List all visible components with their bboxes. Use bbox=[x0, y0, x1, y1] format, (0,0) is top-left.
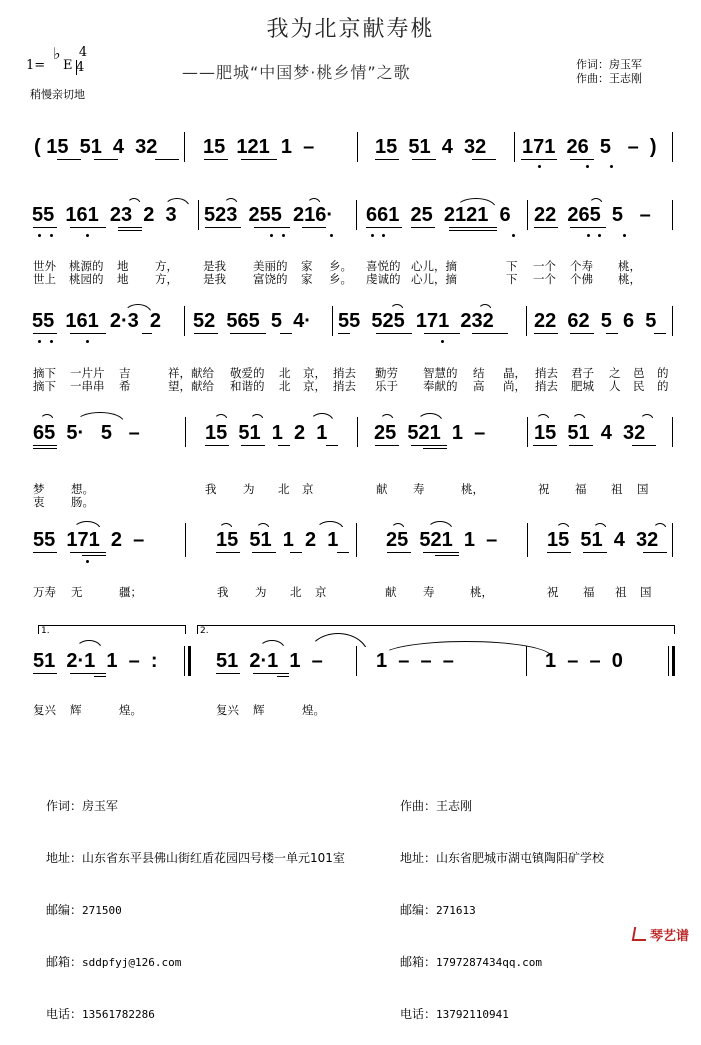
underline bbox=[472, 159, 496, 160]
low-octave-dot bbox=[86, 560, 89, 563]
measure-3: 661 25 2121 6 bbox=[366, 204, 511, 226]
measure-2: 523 255 216· bbox=[204, 204, 333, 226]
slur bbox=[76, 412, 124, 422]
measure-1: 65 5· 5 – bbox=[33, 422, 140, 444]
lyrics-verse-1: 万寿 无 疆； 我 为 北 京 献 寿 桃， 祝 福 祖 国 bbox=[33, 585, 652, 599]
lyricist-name: 作词：房玉军 bbox=[46, 799, 119, 813]
barline bbox=[332, 306, 333, 336]
time-bottom: 4 bbox=[76, 60, 85, 75]
low-octave-dot bbox=[538, 165, 541, 168]
low-octave-dot bbox=[282, 234, 285, 237]
underline bbox=[423, 552, 459, 553]
underline bbox=[33, 445, 57, 446]
underline bbox=[241, 159, 277, 160]
measure-2: 51 2·1 1 – bbox=[216, 650, 323, 672]
final-barline bbox=[672, 646, 675, 676]
lyricist-postcode: 邮编：271500 bbox=[46, 903, 122, 917]
low-octave-dot bbox=[610, 165, 613, 168]
low-octave-dot bbox=[371, 234, 374, 237]
underline bbox=[412, 159, 436, 160]
score-line-2 bbox=[0, 192, 701, 286]
lyrics-verse-1: 摘下 一片片 吉 祥，献给 敬爱的 北 京， 捎去 勤劳 智慧的 结 晶， 捎去 君子 之 邑 的 bbox=[33, 366, 669, 380]
composer-phone: 电话：13792110941 bbox=[400, 1007, 509, 1021]
underline bbox=[583, 552, 607, 553]
slur bbox=[259, 640, 285, 649]
underline bbox=[118, 230, 142, 231]
underline bbox=[33, 673, 57, 674]
underline bbox=[216, 673, 240, 674]
slur bbox=[572, 414, 586, 421]
header-credits bbox=[576, 58, 642, 86]
measure-2: 15 51 1 2 1 bbox=[205, 422, 328, 444]
barline bbox=[514, 132, 515, 162]
slur bbox=[536, 414, 550, 421]
barline bbox=[526, 646, 527, 676]
barline bbox=[672, 306, 673, 336]
measure-3: 25 521 1 – bbox=[374, 422, 486, 444]
composer-email: 邮箱：1797287434qq.com bbox=[400, 955, 542, 969]
barline bbox=[672, 417, 673, 447]
barline bbox=[526, 306, 527, 336]
lyricist-credit: 作词：房玉军 bbox=[576, 58, 642, 71]
barline bbox=[527, 200, 528, 230]
measure-3: 55 525 171 232 bbox=[338, 310, 494, 332]
barline bbox=[357, 132, 358, 162]
score-line-1 bbox=[0, 128, 701, 178]
subtitle: ——肥城“中国梦·桃乡情”之歌 bbox=[182, 63, 411, 82]
lyricist-email: 邮箱：sddpfyj@126.com bbox=[46, 955, 182, 969]
slur bbox=[310, 413, 334, 422]
underline bbox=[252, 552, 276, 553]
first-ending-bracket: 1. bbox=[38, 625, 186, 634]
barline bbox=[668, 646, 669, 676]
lyrics-verse-2: 摘下 一串串 希 望，献给 和谐的 北 京， 捎去 乐于 奉献的 高 尚， 捎去 肥城 人 民 的 bbox=[33, 379, 669, 393]
measure-2: 52 565 5 4· bbox=[193, 310, 311, 332]
low-octave-dot bbox=[86, 234, 89, 237]
underline bbox=[533, 445, 557, 446]
underline bbox=[411, 445, 447, 446]
key-signature bbox=[26, 44, 88, 75]
song-title: 我为北京献寿桃 bbox=[266, 17, 435, 42]
underline bbox=[435, 555, 459, 556]
barline bbox=[527, 523, 528, 557]
key-note: E bbox=[63, 58, 73, 73]
underline bbox=[326, 445, 338, 446]
measure-1: ( 15 51 4 32 bbox=[34, 136, 158, 158]
measure-2: 15 51 1 2 1 bbox=[216, 529, 339, 551]
underline bbox=[449, 230, 497, 231]
underline bbox=[94, 676, 106, 677]
underline bbox=[57, 159, 81, 160]
underline bbox=[253, 673, 289, 674]
lyrics-verse-1: 梦 想。 我 为 北 京 献 寿 桃， 祝 福 祖 国 bbox=[33, 482, 649, 496]
slur bbox=[380, 414, 394, 421]
measure-1: 55 161 23 2 3 bbox=[32, 204, 177, 226]
measure-4: 22 62 5 6 5 bbox=[534, 310, 657, 332]
underline bbox=[241, 445, 265, 446]
low-octave-dot bbox=[382, 234, 385, 237]
measure-1: 55 161 2·3 2 bbox=[32, 310, 161, 332]
underline bbox=[205, 227, 241, 228]
underline bbox=[521, 159, 557, 160]
barline bbox=[356, 646, 357, 676]
underline bbox=[472, 333, 508, 334]
slur bbox=[250, 414, 264, 421]
slur bbox=[640, 414, 654, 421]
measure-4: 1 – – 0 bbox=[545, 650, 623, 672]
underline bbox=[280, 333, 292, 334]
underline bbox=[570, 159, 594, 160]
slur bbox=[417, 413, 443, 422]
underline bbox=[449, 227, 497, 228]
measure-3: 25 521 1 – bbox=[386, 529, 498, 551]
underline bbox=[142, 333, 152, 334]
key-label: 1= bbox=[26, 58, 46, 73]
underline bbox=[254, 227, 290, 228]
tempo-marking: 稍慢亲切地 bbox=[30, 88, 85, 101]
time-top: 4 bbox=[78, 45, 88, 60]
underline bbox=[338, 333, 350, 334]
underline bbox=[33, 448, 57, 449]
score-line-3 bbox=[0, 300, 701, 393]
underline bbox=[194, 333, 218, 334]
barline bbox=[184, 132, 185, 162]
underline bbox=[33, 552, 57, 553]
barline bbox=[184, 646, 185, 676]
underline bbox=[155, 159, 179, 160]
measure-3: 15 51 4 32 bbox=[375, 136, 487, 158]
low-octave-dot bbox=[50, 234, 53, 237]
barline bbox=[527, 417, 528, 447]
composer-postcode: 邮编：271613 bbox=[400, 903, 476, 917]
composer-info bbox=[400, 771, 604, 1045]
underline bbox=[33, 333, 57, 334]
time-signature bbox=[76, 45, 90, 75]
barline bbox=[357, 417, 358, 447]
underline bbox=[33, 227, 57, 228]
underline bbox=[82, 555, 106, 556]
measure-4: 15 51 4 32 bbox=[534, 422, 646, 444]
underline bbox=[570, 227, 606, 228]
underline bbox=[375, 159, 399, 160]
low-octave-dot bbox=[38, 340, 41, 343]
underline bbox=[423, 448, 447, 449]
measure-4: 22 265 5 – bbox=[534, 204, 651, 226]
underline bbox=[654, 333, 666, 334]
measure-1: 51 2·1 1 – : bbox=[33, 650, 158, 672]
lyrics-verse-1: 世外 桃源的 地 方， 是我 美丽的 家 乡。 喜悦的 心儿，摘 下 一个 个寿 桃， bbox=[33, 259, 641, 273]
underline bbox=[204, 159, 228, 160]
measure-4: 15 51 4 32 bbox=[547, 529, 659, 551]
low-octave-dot bbox=[441, 340, 444, 343]
barline bbox=[672, 200, 673, 230]
underline bbox=[534, 333, 558, 334]
underline bbox=[216, 552, 240, 553]
low-octave-dot bbox=[38, 234, 41, 237]
underline bbox=[411, 227, 435, 228]
underline bbox=[643, 552, 667, 553]
repeat-barline bbox=[188, 646, 191, 676]
measure-1: 55 171 2 – bbox=[33, 529, 145, 551]
measure-3: 1 – – – bbox=[376, 650, 454, 672]
slur bbox=[40, 414, 54, 421]
low-octave-dot bbox=[586, 165, 589, 168]
underline bbox=[570, 333, 594, 334]
second-ending-bracket: 2. bbox=[197, 625, 675, 634]
lyrics-verse-2: 衷 肠。 bbox=[33, 495, 94, 509]
underline bbox=[569, 445, 593, 446]
measure-2: 15 121 1 – bbox=[203, 136, 315, 158]
watermark-logo: 琴艺谱 bbox=[633, 925, 689, 944]
barline bbox=[672, 132, 673, 162]
barline bbox=[185, 523, 186, 557]
low-octave-dot bbox=[86, 340, 89, 343]
underline bbox=[278, 445, 290, 446]
low-octave-dot bbox=[587, 234, 590, 237]
barline bbox=[198, 200, 199, 230]
underline bbox=[366, 227, 402, 228]
barline bbox=[185, 417, 186, 447]
low-octave-dot bbox=[512, 234, 515, 237]
underline bbox=[290, 552, 302, 553]
underline bbox=[70, 552, 106, 553]
underline bbox=[70, 333, 106, 334]
lyrics-verse-1: 复兴 辉 煌。 复兴 辉 煌。 bbox=[33, 703, 325, 717]
underline bbox=[547, 552, 571, 553]
score-line-6 bbox=[0, 610, 701, 717]
composer-credit: 作曲：王志刚 bbox=[576, 72, 642, 85]
underline bbox=[534, 227, 558, 228]
underline bbox=[632, 445, 656, 446]
low-octave-dot bbox=[598, 234, 601, 237]
underline bbox=[375, 445, 399, 446]
lyricist-info bbox=[46, 771, 345, 1045]
lyricist-phone: 电话：13561782286 bbox=[46, 1007, 155, 1021]
underline bbox=[376, 333, 412, 334]
underline bbox=[277, 676, 289, 677]
low-octave-dot bbox=[623, 234, 626, 237]
measure-4: 171 26 5 – ) bbox=[522, 136, 657, 158]
barline bbox=[356, 523, 357, 557]
underline bbox=[94, 159, 118, 160]
underline bbox=[337, 552, 349, 553]
slur bbox=[76, 640, 102, 649]
slur bbox=[214, 414, 228, 421]
lyrics-verse-2: 世上 桃园的 地 方， 是我 富饶的 家 乡。 虔诚的 心儿，摘 下 一个 个佛 桃， bbox=[33, 272, 641, 286]
underline bbox=[205, 445, 229, 446]
score-line-5 bbox=[0, 515, 701, 599]
lyricist-address: 地址：山东省东平县佛山街红盾花园四号楼一单元101室 bbox=[46, 851, 345, 865]
low-octave-dot bbox=[330, 234, 333, 237]
logo-icon bbox=[632, 927, 648, 941]
underline bbox=[606, 333, 618, 334]
flat-icon: ♭ bbox=[53, 44, 61, 63]
low-octave-dot bbox=[50, 340, 53, 343]
barline bbox=[672, 523, 673, 557]
underline bbox=[387, 552, 411, 553]
underline bbox=[302, 227, 326, 228]
score-line-4 bbox=[0, 405, 701, 509]
underline bbox=[70, 673, 106, 674]
low-octave-dot bbox=[270, 234, 273, 237]
barline bbox=[356, 200, 357, 230]
composer-address: 地址：山东省肥城市湖屯镇陶阳矿学校 bbox=[400, 851, 605, 865]
underline bbox=[118, 227, 142, 228]
underline bbox=[230, 333, 266, 334]
composer-name: 作曲：王志刚 bbox=[400, 799, 473, 813]
underline bbox=[424, 333, 460, 334]
underline bbox=[70, 227, 106, 228]
barline bbox=[184, 306, 185, 336]
